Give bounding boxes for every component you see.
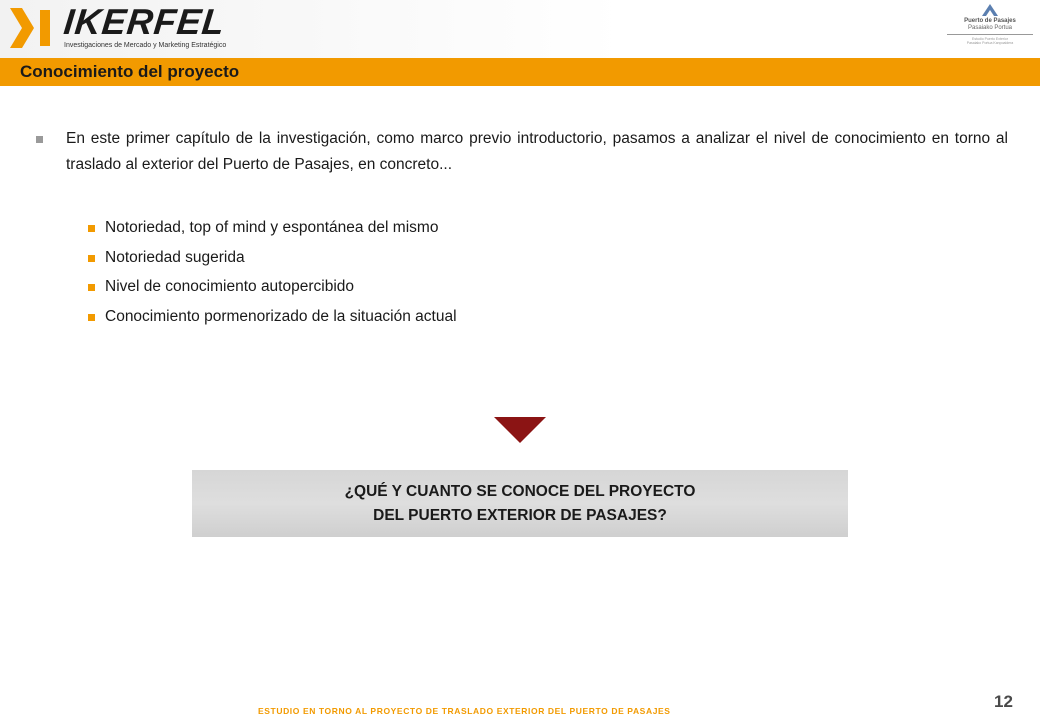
footer-study-title: ESTUDIO EN TORNO AL PROYECTO DE TRASLADO EXTERIOR DEL PUERTO DE PASAJES xyxy=(258,706,671,716)
orange-square-bullet-icon xyxy=(88,284,95,291)
key-question xyxy=(345,480,696,528)
orange-square-bullet-icon xyxy=(88,225,95,232)
puerto-pasajes-logo xyxy=(946,2,1034,54)
logo-wordmark: IKERFEL xyxy=(61,1,228,42)
list-item-text: Notoriedad sugerida xyxy=(105,248,245,266)
list-item-text: Conocimiento pormenorizado de la situación actual xyxy=(105,307,457,325)
key-question-line-1: ¿QUÉ Y CUANTO SE CONOCE DEL PROYECTO xyxy=(344,482,696,500)
ikerfel-chevron-icon xyxy=(10,8,56,48)
logo-tagline: Investigaciones de Mercado y Marketing Estratégico xyxy=(64,42,227,49)
partner-divider xyxy=(947,34,1033,35)
down-arrow-icon xyxy=(494,417,546,443)
list-item xyxy=(88,275,688,305)
intro-paragraph: En este primer capítulo de la investigación, como marco previo introductorio, pasamos a analizar el nivel de conocimiento en torno al traslado al exterior del Puerto de Pasajes, en concreto... xyxy=(66,130,1008,173)
list-item xyxy=(88,246,688,276)
intro-bullet xyxy=(36,126,1008,178)
list-item xyxy=(88,216,688,246)
orange-square-bullet-icon xyxy=(88,255,95,262)
partner-fine-print-1: Estudio Puerto Exterior xyxy=(972,37,1008,41)
header xyxy=(0,0,1040,58)
section-title: Conocimiento del proyecto xyxy=(20,62,240,81)
partner-name: Puerto de Pasajes xyxy=(964,18,1016,24)
list-item-text: Notoriedad, top of mind y espontánea del mismo xyxy=(105,219,439,236)
page-number: 12 xyxy=(994,692,1013,711)
orange-square-bullet-icon xyxy=(88,314,95,321)
list-item xyxy=(88,305,688,335)
partner-fine-print-2: Pasaiako Portua Kanpoaldera xyxy=(966,41,1014,45)
key-question-box xyxy=(192,470,848,537)
section-title-bar xyxy=(0,58,1040,86)
list-item-text: Nivel de conocimiento autopercibido xyxy=(105,278,355,295)
grey-square-bullet-icon xyxy=(36,136,43,143)
key-question-line-2: DEL PUERTO EXTERIOR DE PASAJES? xyxy=(373,506,667,524)
partner-subtitle: Pasaiako Portua xyxy=(967,25,1013,31)
knowledge-topics-list xyxy=(88,216,688,334)
port-crane-icon xyxy=(980,2,1000,18)
